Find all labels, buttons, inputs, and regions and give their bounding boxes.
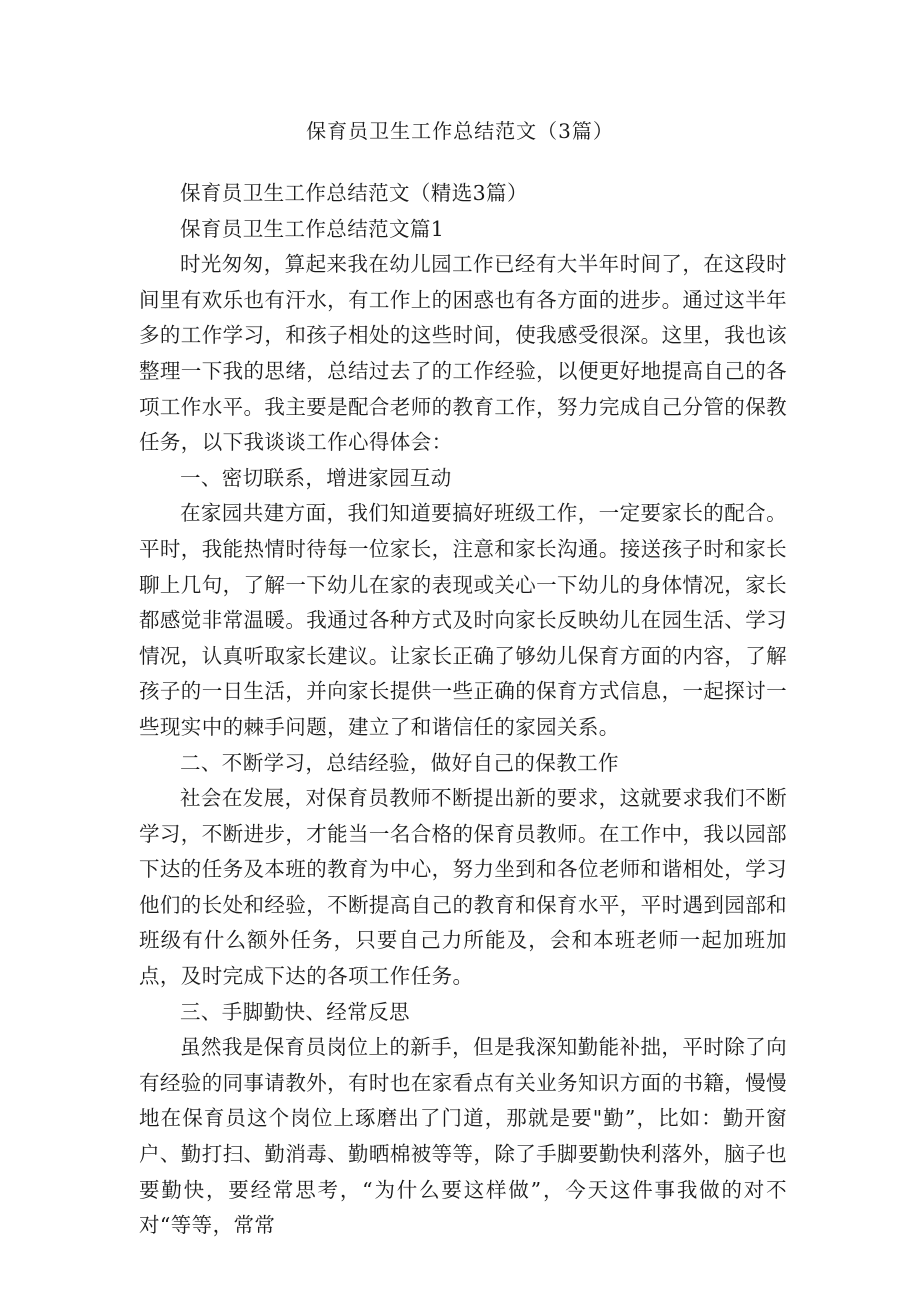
body-paragraph: 社会在发展，对保育员教师不断提出新的要求，这就要求我们不断学习，不断进步，才能当一名合格的保育员教师。在工作中，我以园部下达的任务及本班的教育为中心，努力坐到和各位老师和谐相处，学习他们的长处和经验，不断提高自己的教育和保育水平，平时遇到园部和班级有什么额外任务，只要自己力所能及，会和本班老师一起加班加点，及时完成下达的各项工作任务。 <box>139 786 787 989</box>
document-title: 保育员卫生工作总结范文（3篇） <box>306 119 614 143</box>
section-heading: 三、手脚勤快、经常反思 <box>180 999 410 1024</box>
body-paragraph: 虽然我是保育员岗位上的新手，但是我深知勤能补拙，平时除了向有经验的同事请教外，有时也在家看点有关业务知识方面的书籍，慢慢地在保育员这个岗位上琢磨出了门道，那就是要"勤”，比如：勤开窗户、勤打扫、勤消毒、勤晒棉被等等，除了手脚要勤快利落外，脑子也要勤快，要经常思考，“为什么要这样做”，今天这件事我做的对不对“等等，常常 <box>139 1035 787 1238</box>
article-heading: 保育员卫生工作总结范文篇1 <box>180 216 445 241</box>
body-paragraph: 在家园共建方面，我们知道要搞好班级工作，一定要家长的配合。平时，我能热情时待每一位家长，注意和家长沟通。接送孩子时和家长聊上几句，了解一下幼儿在家的表现或关心一下幼儿的身体情况，家长都感觉非常温暖。我通过各种方式及时向家长反映幼儿在园生活、学习情况，认真听取家长建议。让家长正确了够幼儿保育方面的内容，了解孩子的一日生活，并向家长提供一些正确的保育方式信息，一起探讨一些现实中的棘手问题，建立了和谐信任的家园关系。 <box>139 501 787 739</box>
section-heading: 一、密切联系，增进家园互动 <box>180 465 452 490</box>
document-body <box>139 176 787 1244</box>
body-paragraph: 时光匆匆，算起来我在幼儿园工作已经有大半年时间了，在这段时间里有欢乐也有汗水，有工作上的困惑也有各方面的进步。通过这半年多的工作学习，和孩子相处的这些时间，使我感受很深。这里，我也该整理一下我的思绪，总结过去了的工作经验，以便更好地提高自己的各项工作水平。我主要是配合老师的教育工作，努力完成自己分管的保教任务，以下我谈谈工作心得体会： <box>139 252 787 455</box>
section-heading: 二、不断学习，总结经验，做好自己的保教工作 <box>180 750 619 775</box>
subtitle-paragraph: 保育员卫生工作总结范文（精选3篇） <box>180 181 528 205</box>
